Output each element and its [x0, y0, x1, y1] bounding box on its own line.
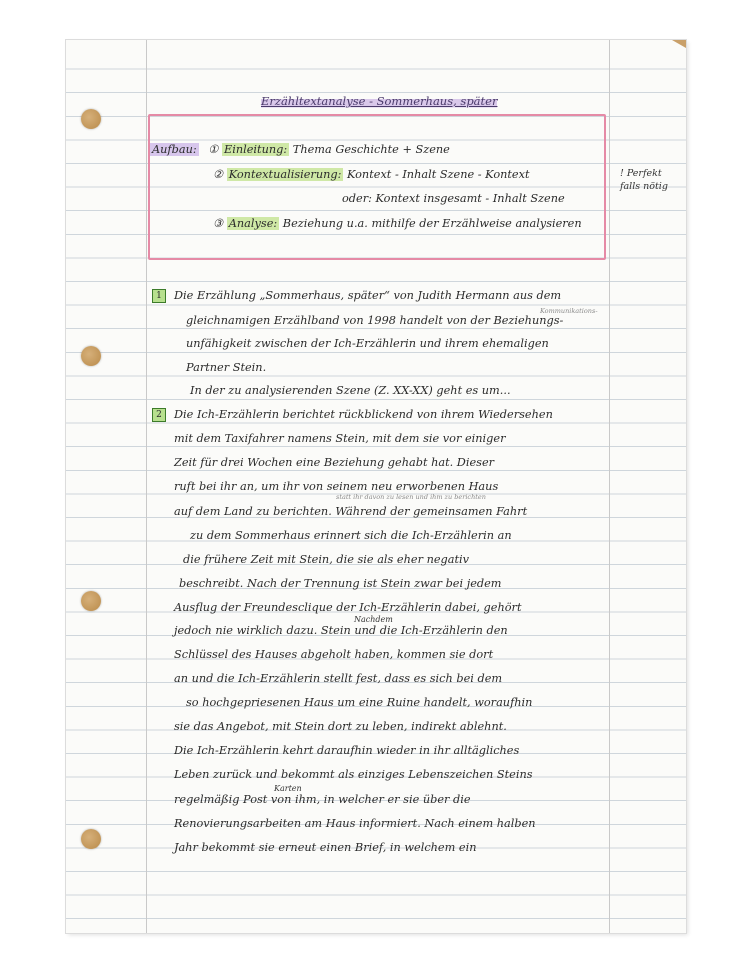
text-line: ruft bei ihr an, um ihr von seinem neu erworbenen Haus — [174, 480, 499, 493]
item-label: Einleitung: — [224, 143, 288, 156]
left-margin-line — [146, 40, 147, 933]
text-line: regelmäßig Post von ihm, in welcher er sie über die — [174, 793, 471, 806]
line-text: Die Ich-Erzählerin berichtet rückblickend von ihrem Wiedersehen — [174, 408, 553, 421]
text-line: Die Ich-Erzählerin kehrt daraufhin wieder in ihr alltägliches — [174, 744, 520, 757]
text-line: mit dem Taxifahrer namens Stein, mit dem sie vor einiger — [174, 432, 506, 445]
structure-line — [150, 143, 450, 156]
item-text: Thema Geschichte + Szene — [292, 143, 450, 156]
text-line: Ausflug der Freundesclique der Ich-Erzählerin dabei, gehört — [174, 601, 522, 614]
text-line: Leben zurück und bekommt als einziges Lebenszeichen Steins — [174, 768, 533, 781]
item-number: ③ — [213, 217, 224, 230]
right-margin-line — [609, 40, 610, 933]
structure-box — [148, 114, 606, 260]
line-text: Die Erzählung „Sommerhaus, später“ von Judith Hermann aus dem — [174, 289, 562, 302]
item-label: Kontextualisierung: — [228, 168, 342, 181]
section-marker: 1 — [152, 289, 166, 303]
insertion-note: Nachdem — [354, 615, 393, 624]
item-text: Kontext - Inhalt Szene - Kontext — [347, 168, 530, 181]
punch-hole — [81, 591, 101, 611]
structure-line — [213, 168, 530, 181]
text-line — [152, 408, 553, 422]
text-line: In der zu analysierenden Szene (Z. XX-XX) geht es um... — [190, 384, 511, 397]
text-line: beschreibt. Nach der Trennung ist Stein zwar bei jedem — [179, 577, 502, 590]
text-line: sie das Angebot, mit Stein dort zu leben, indirekt ablehnt. — [174, 720, 507, 733]
item-number: ① — [208, 143, 219, 156]
text-line: die frühere Zeit mit Stein, die sie als eher negativ — [183, 553, 470, 566]
side-note: falls nötig — [620, 181, 668, 192]
text-line: auf dem Land zu berichten. Während der gemeinsamen Fahrt — [174, 505, 528, 518]
insertion-note: Karten — [274, 784, 302, 793]
structure-label: Aufbau: — [152, 143, 197, 156]
item-text: oder: Kontext insgesamt - Inhalt Szene — [342, 192, 565, 205]
text-line: Jahr bekommt sie erneut einen Brief, in welchem ein — [174, 841, 477, 854]
margin-annotation: Kommunikations- — [540, 307, 598, 315]
page-corner — [672, 40, 686, 48]
structure-line — [342, 192, 565, 205]
text-line: zu dem Sommerhaus erinnert sich die Ich-Erzählerin an — [190, 529, 512, 542]
text-line: Schlüssel des Hauses abgeholt haben, kommen sie dort — [174, 648, 494, 661]
structure-line — [213, 217, 582, 230]
text-line: Partner Stein. — [186, 361, 267, 374]
punch-hole — [81, 346, 101, 366]
text-line — [152, 289, 596, 303]
item-label: Analyse: — [228, 217, 278, 230]
inline-annotation: statt ihr davon zu lesen und ihm zu berichten — [336, 493, 486, 501]
text-line: gleichnamigen Erzählband von 1998 handelt von der Beziehungs- — [186, 314, 564, 327]
text-line: Renovierungsarbeiten am Haus informiert. Nach einem halben — [174, 817, 536, 830]
side-note: ! Perfekt — [620, 168, 662, 179]
text-line: so hochgepriesenen Haus um eine Ruine handelt, woraufhin — [186, 696, 533, 709]
item-text: Beziehung u.a. mithilfe der Erzählweise analysieren — [282, 217, 582, 230]
text-line: unfähigkeit zwischen der Ich-Erzählerin und ihrem ehemaligen — [186, 337, 549, 350]
page-title: Erzähltextanalyse - Sommerhaus, später — [261, 94, 498, 108]
text-line: jedoch nie wirklich dazu. Stein und die Ich-Erzählerin den — [174, 624, 508, 637]
punch-hole — [81, 829, 101, 849]
text-line: an und die Ich-Erzählerin stellt fest, dass es sich bei dem — [174, 672, 503, 685]
section-marker: 2 — [152, 408, 166, 422]
punch-hole — [81, 109, 101, 129]
text-line: Zeit für drei Wochen eine Beziehung gehabt hat. Dieser — [174, 456, 495, 469]
item-number: ② — [213, 168, 224, 181]
